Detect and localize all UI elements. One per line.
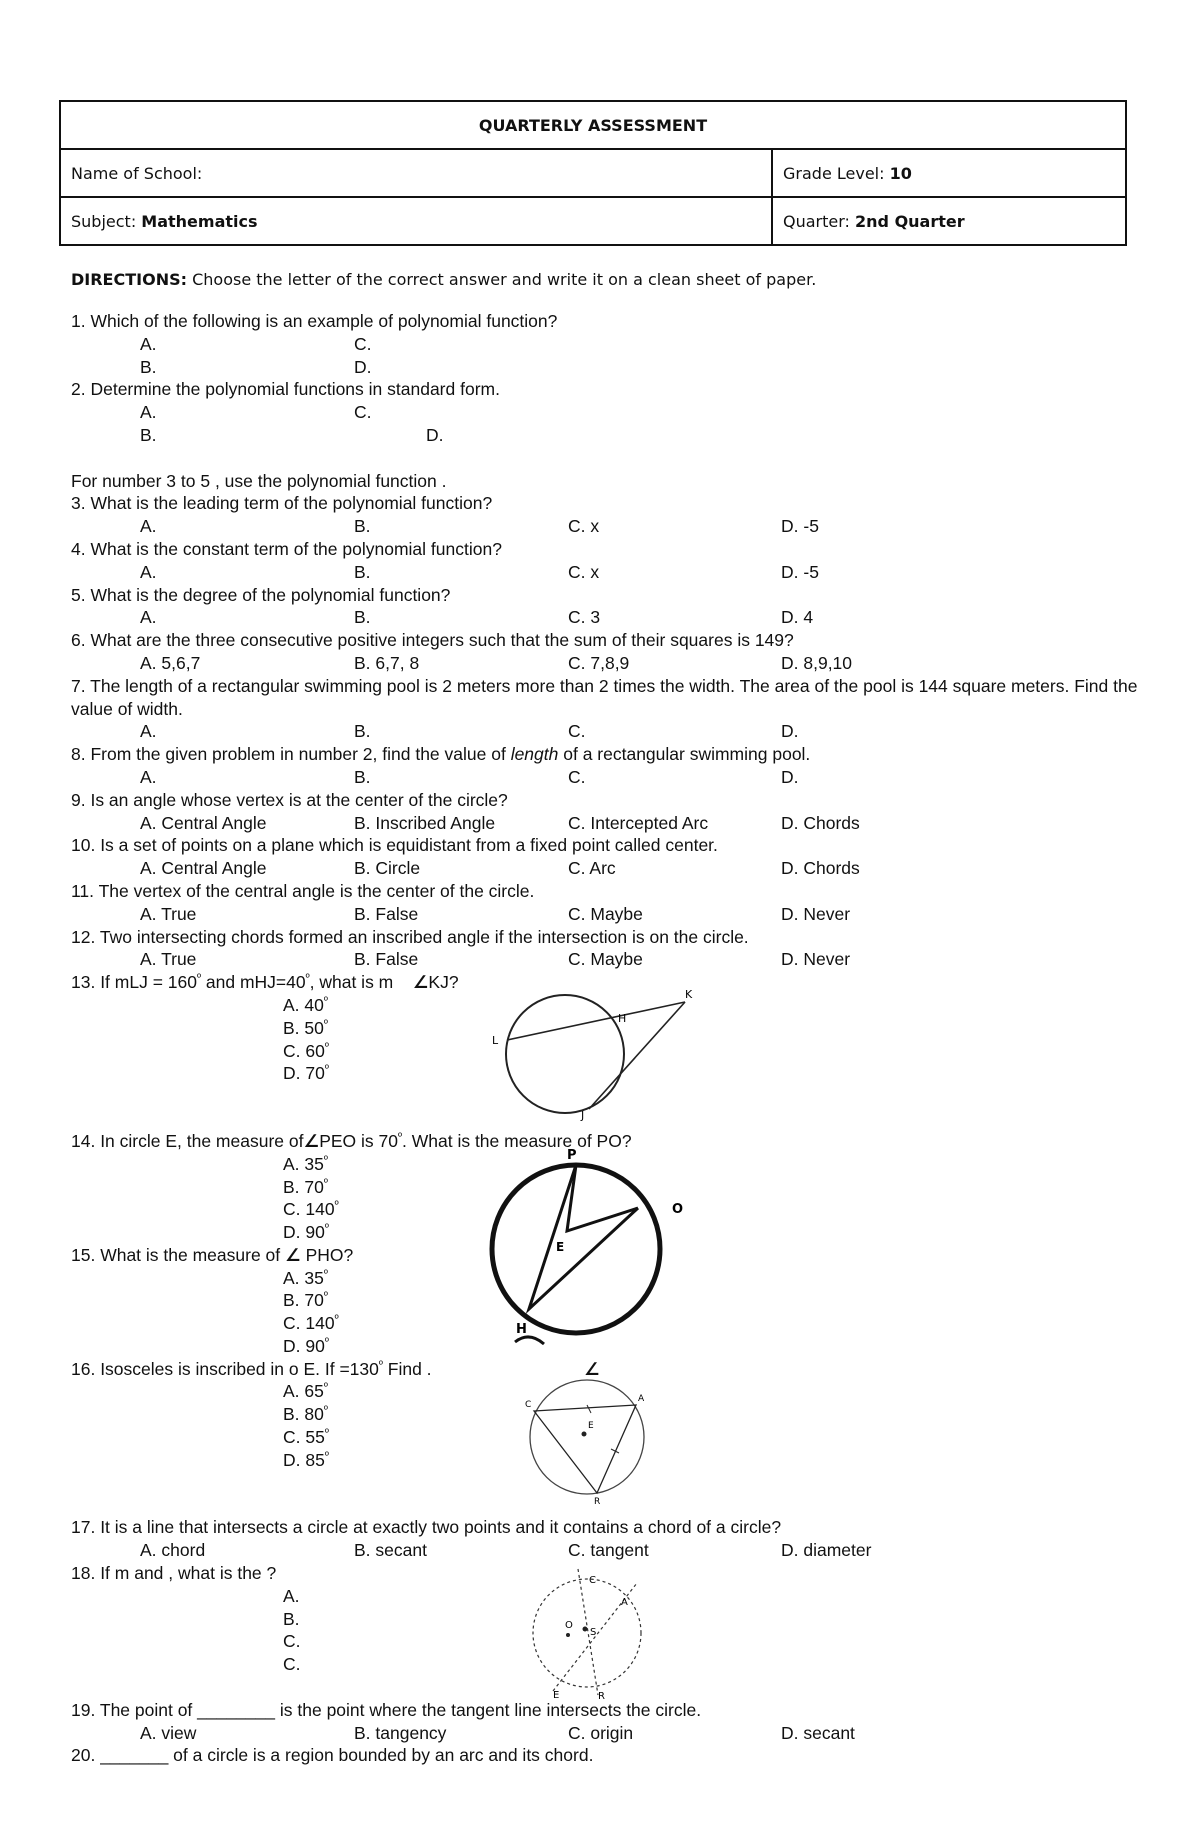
degree-sign: º [378,1358,383,1371]
question-2-options-row-1 [71,401,1141,424]
q10-option-b: B. Circle [354,858,421,879]
label-h: H [516,1321,527,1337]
quarter-value: 2nd Quarter [855,211,965,231]
q10-option-d: D. Chords [781,858,860,879]
label-e: E [588,1421,594,1432]
q2-option-a: A. [140,402,157,423]
q8-text-em: length [510,744,559,765]
q13-option-d [283,1062,1141,1085]
school-name-cell [60,149,772,197]
label-l: L [492,1033,499,1047]
q12-option-c: C. Maybe [568,949,643,970]
question-15 [71,1244,1141,1267]
q9-option-b: B. Inscribed Angle [354,812,496,833]
q3-option-a: A. [140,516,157,537]
question-3: 3. What is the leading term of the polynomial function? [71,493,493,514]
degree-sign: º [323,1290,328,1303]
assessment-title: QUARTERLY ASSESSMENT [60,101,1126,149]
angle-icon: ∠ [285,1244,301,1265]
q15-option-d-text: D. 90 [283,1335,325,1356]
q14-option-d [283,1221,1141,1244]
q17-option-a: A. chord [140,1540,206,1561]
label-p: P [567,1147,577,1163]
q15-option-d [283,1335,1141,1358]
q8-option-a: A. [140,766,157,787]
label-a: A [621,1596,628,1608]
q14-option-b [283,1176,1141,1199]
degree-sign: º [323,1017,328,1030]
question-8-options [71,766,1141,789]
question-18: 18. If m and , what is the ? [71,1563,277,1584]
q15-text-pre: 15. What is the measure of [71,1244,285,1265]
q19-option-c: C. origin [568,1722,634,1743]
q14-text-pre: 14. In circle E, the measure of [71,1130,304,1151]
degree-sign: º [324,1336,329,1349]
q17-option-c: C. tangent [568,1540,649,1561]
degree-sign: º [323,1176,328,1189]
label-a: A [638,1394,645,1405]
grade-level-cell [772,149,1126,197]
q4-option-c: C. x [568,561,600,582]
q5-option-b: B. [354,607,371,628]
degree-sign: º [324,1222,329,1235]
q15-text-post: PHO? [300,1244,354,1265]
q18-option-a: A. [283,1585,300,1606]
q14-option-c-text: C. 140 [283,1199,335,1220]
q6-option-b: B. 6,7, 8 [354,652,420,673]
q11-option-c: C. Maybe [568,903,643,924]
q14-option-c [283,1198,1141,1221]
q2-option-d: D. [426,424,444,445]
grade-level-value: 10 [889,163,912,183]
q15-option-a-text: A. 35 [283,1267,324,1288]
quarter-label: Quarter: [783,211,850,231]
question-6-options [71,652,1141,675]
q13-option-c-text: C. 60 [283,1040,325,1061]
q9-option-c: C. Intercepted Arc [568,812,709,833]
grade-level-label: Grade Level: [783,163,885,183]
q13-option-b-text: B. 50 [283,1017,324,1038]
quarter-cell [772,197,1126,245]
angle-icon: ∠ [412,972,429,993]
degree-sign: º [324,1063,329,1076]
q14-text-end: . What is the measure of PO? [402,1130,632,1151]
q16-options [283,1380,1141,1471]
directions [71,270,816,289]
q13-option-c [283,1040,1141,1063]
label-o: O [565,1619,573,1631]
label-c: C [525,1400,532,1411]
label-s: S [590,1626,597,1638]
q16-option-b-text: B. 80 [283,1404,324,1425]
q1-option-b: B. [140,356,157,377]
degree-sign: º [323,995,328,1008]
question-17: 17. It is a line that intersects a circle at exactly two points and it contains a chord of a circle? [71,1517,782,1538]
question-11-options [71,903,1141,926]
q13-text-mid: and mHJ=40 [201,972,306,993]
q15-option-a [283,1267,1141,1290]
q15-option-b-text: B. 70 [283,1290,324,1311]
degree-sign: º [323,1404,328,1417]
q1-option-c: C. [354,333,372,354]
question-16-block [71,1380,1141,1516]
question-1-options-row-1 [71,333,1141,356]
intro-3-to-5: For number 3 to 5 , use the polynomial function . [71,470,447,491]
spacer [71,447,1141,470]
q16-option-d-text: D. 85 [283,1449,325,1470]
header-table [59,100,1127,246]
center-point [582,1432,587,1437]
question-1-options-row-2 [71,356,1141,379]
q8-option-d: D. [781,766,799,787]
q14-text-post: PEO is 70 [319,1130,398,1151]
q11-option-d: D. Never [781,903,851,924]
q16-option-c-text: C. 55 [283,1427,325,1448]
q15-option-b [283,1289,1141,1312]
question-9-options [71,812,1141,835]
q3-option-d: D. -5 [781,516,819,537]
question-1: 1. Which of the following is an example of polynomial function? [71,311,558,331]
q7-option-c: C. [568,721,586,742]
question-5-options [71,606,1141,629]
tick-mark [587,1405,591,1413]
subject-cell [60,197,772,245]
q10-option-a: A. Central Angle [140,858,267,879]
q18-options [283,1585,1141,1676]
q8-text-pre: 8. From the given problem in number 2, find the value of [71,744,511,765]
subject-label: Subject: [71,211,137,231]
q16-text-post: Find . [382,1358,432,1379]
question-2: 2. Determine the polynomial functions in standard form. [71,379,500,400]
circle [506,995,627,1113]
label-o: O [672,1201,684,1217]
q6-option-c: C. 7,8,9 [568,652,630,673]
q16-option-b [283,1403,1141,1426]
q17-option-d: D. diameter [781,1540,872,1561]
directions-label: DIRECTIONS: [71,270,188,289]
q16-option-a [283,1380,1141,1403]
question-list [71,310,1141,1767]
q14-option-a [283,1153,1141,1176]
question-19: 19. The point of ________ is the point where the tangent line intersects the circle. [71,1699,702,1720]
q19-option-d: D. secant [781,1722,855,1743]
label-r: R [594,1497,601,1506]
q19-option-a: A. view [140,1722,197,1743]
question-17-options [71,1539,1141,1562]
q5-option-a: A. [140,607,157,628]
q14-options [283,1153,1141,1244]
degree-sign: º [324,1040,329,1053]
q9-option-d: D. Chords [781,812,860,833]
q11-option-b: B. False [354,903,419,924]
q4-option-a: A. [140,561,157,582]
question-11: 11. The vertex of the central angle is the center of the circle. [71,880,535,901]
question-7: 7. The length of a rectangular swimming pool is 2 meters more than 2 times the width. The area of the pool is 144 square meters. Find the value of width. [71,675,1138,719]
question-12-options [71,948,1141,971]
q12-option-a: A. True [140,949,197,970]
q8-text-post: of a rectangular swimming pool. [558,744,811,765]
q18-option-d: C. [283,1654,301,1675]
q13-option-d-text: D. 70 [283,1063,325,1084]
q9-option-a: A. Central Angle [140,812,267,833]
secant-line [507,1002,685,1040]
q13-option-b [283,1017,1141,1040]
question-12: 12. Two intersecting chords formed an inscribed angle if the intersection is on the circle. [71,926,749,947]
q7-option-a: A. [140,721,157,742]
degree-sign: º [324,1450,329,1463]
degree-sign: º [334,1313,339,1326]
label-r: R [598,1690,605,1702]
q12-option-d: D. Never [781,949,851,970]
question-2-options-row-2 [71,424,1141,447]
question-6: 6. What are the three consecutive positive integers such that the sum of their squares is 149? [71,630,794,651]
q15-option-c [283,1312,1141,1335]
angle-icon: ∠ [303,1130,320,1151]
degree-sign: º [305,972,310,985]
q13-text-post-b: KJ? [428,972,459,993]
question-4-options [71,561,1141,584]
label-e: E [556,1239,565,1254]
question-19-options [71,1722,1141,1745]
q18-circle-figure [441,1565,671,1705]
q4-option-b: B. [354,561,371,582]
q12-option-b: B. False [354,949,419,970]
degree-sign: º [196,972,202,985]
q18-option-b: B. [283,1608,300,1629]
q8-option-c: C. [568,766,586,787]
q13-option-a-text: A. 40 [283,994,324,1015]
q17-option-b: B. secant [354,1540,427,1561]
question-5: 5. What is the degree of the polynomial function? [71,584,451,605]
q13-text-pre: 13. If mLJ = 160 [71,972,197,993]
central-angle [567,1165,638,1231]
q7-option-d: D. [781,721,799,742]
intersection-point [583,1626,588,1631]
q6-option-a: A. 5,6,7 [140,652,201,673]
q14-option-b-text: B. 70 [283,1176,324,1197]
question-3-options [71,515,1141,538]
subject-value: Mathematics [141,211,258,231]
q3-option-c: C. x [568,516,600,537]
q16-option-c [283,1426,1141,1449]
q19-option-b: B. tangency [354,1722,447,1743]
q6-option-d: D. 8,9,10 [781,652,853,673]
directions-text: Choose the letter of the correct answer and write it on a clean sheet of paper. [187,270,817,289]
circle [530,1380,644,1494]
label-c: C [589,1574,596,1586]
degree-sign: º [334,1199,339,1212]
q3-option-b: B. [354,516,371,537]
q4-option-d: D. -5 [781,561,819,582]
q5-option-c: C. 3 [568,607,601,628]
label-h: H [618,1011,627,1025]
q7-option-b: B. [354,721,371,742]
q14-option-a-text: A. 35 [283,1153,324,1174]
question-18-block [71,1574,1141,1702]
question-10-options [71,857,1141,880]
question-8 [71,743,1141,766]
question-13-block [71,987,1141,1130]
q8-option-b: B. [354,766,371,787]
degree-sign: º [324,1427,329,1440]
circle [533,1579,641,1687]
q16-text-pre: 16. Isosceles is inscribed in o E. If =130 [71,1358,379,1379]
degree-sign: º [397,1131,403,1144]
q2-option-c: C. [354,402,372,423]
q16-circle-figure [441,1375,671,1505]
question-7-options [71,720,1141,743]
q13-option-a [283,994,1141,1017]
degree-sign: º [323,1267,328,1280]
q18-option-c: C. [283,1631,301,1652]
degree-sign: º [323,1381,328,1394]
q13-circle-figure [441,986,711,1121]
question-9: 9. Is an angle whose vertex is at the center of the circle? [71,789,508,810]
question-10: 10. Is a set of points on a plane which is equidistant from a fixed point called center. [71,835,718,856]
q14-option-d-text: D. 90 [283,1222,325,1243]
q11-option-a: A. True [140,903,197,924]
label-k: K [685,987,693,1001]
label-e: E [553,1689,560,1701]
center-point [566,1633,570,1637]
q2-option-b: B. [140,424,157,445]
degree-sign: º [323,1153,328,1166]
angle-icon: ∠ [584,1358,600,1379]
school-name-label: Name of School: [71,163,203,183]
q10-option-c: C. Arc [568,858,616,879]
secant-line [589,1002,685,1109]
q15-option-c-text: C. 140 [283,1313,335,1334]
q1-option-d: D. [354,356,372,377]
q13-text-post-a: , what is m [309,972,399,993]
label-j: J [581,1108,585,1121]
q13-options [283,994,1141,1085]
question-20: 20. _______ of a circle is a region bounded by an arc and its chord. [71,1745,594,1766]
q16-option-a-text: A. 65 [283,1381,324,1402]
q16-option-d [283,1449,1141,1472]
q1-option-a: A. [140,333,157,354]
question-4: 4. What is the constant term of the polynomial function? [71,538,502,559]
q5-option-d: D. 4 [781,607,814,628]
q15-options [283,1267,1141,1358]
